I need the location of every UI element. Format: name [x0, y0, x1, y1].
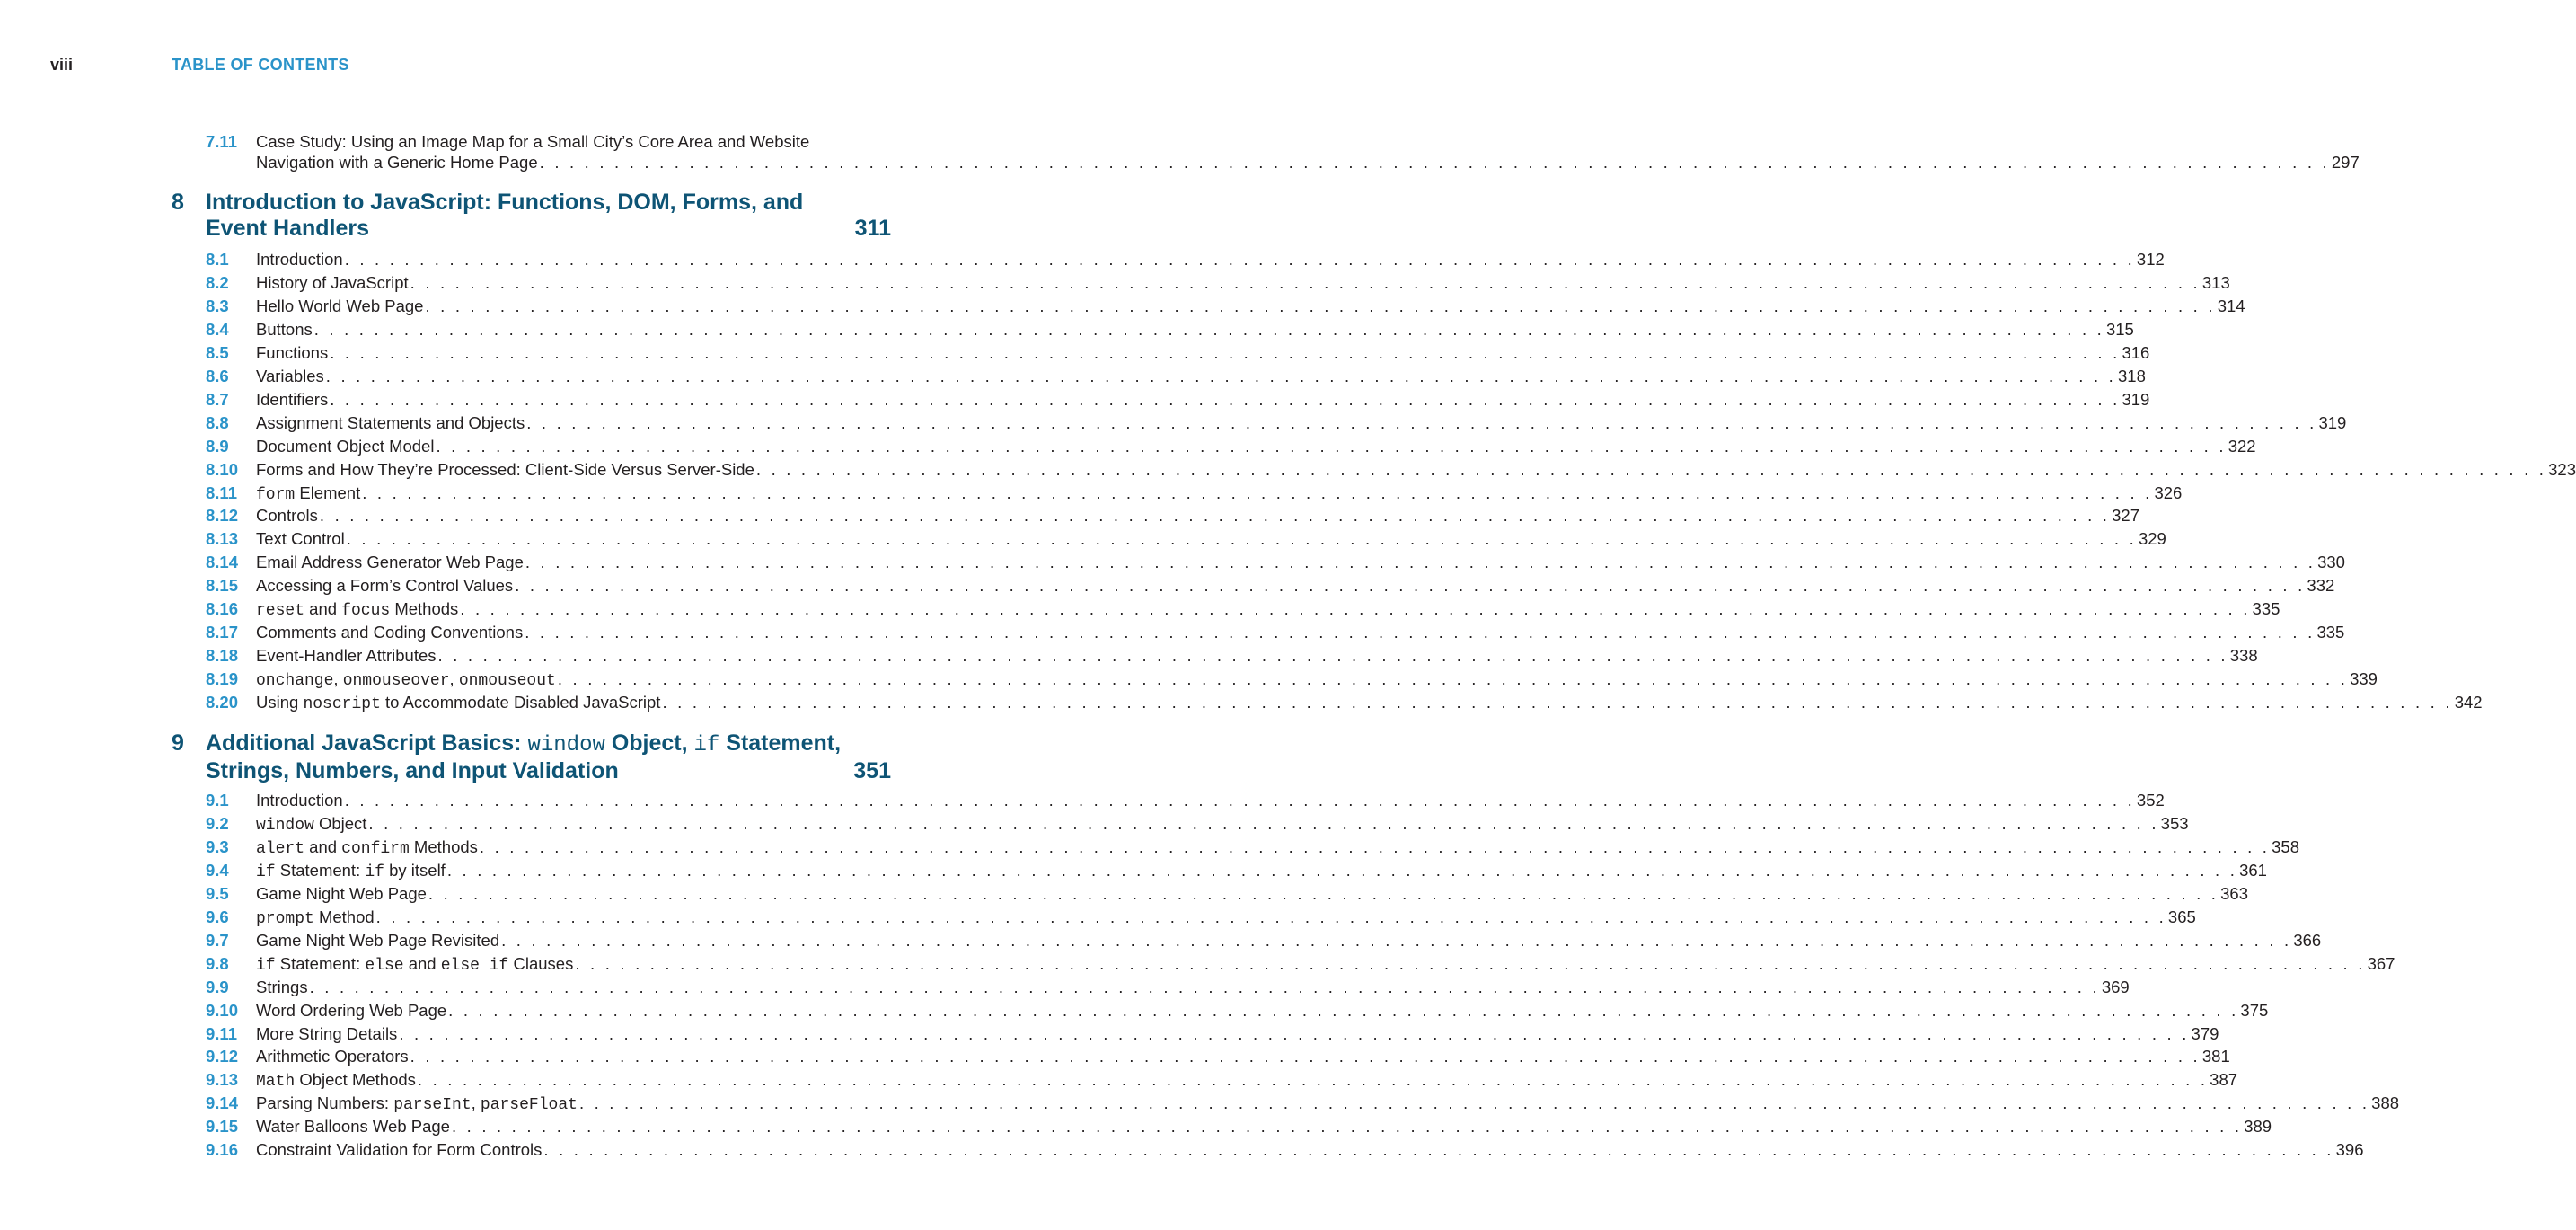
section-title [256, 295, 423, 318]
title-text: Controls [256, 506, 318, 526]
page-ref: 361 [2239, 860, 2267, 880]
title-text: to Accommodate Disabled JavaScript [380, 693, 661, 712]
toc-entry[interactable] [206, 789, 2165, 812]
title-text: Methods [390, 599, 459, 619]
section-title-line2: Navigation with a Generic Home Page [256, 153, 538, 172]
dot-leader: . . . . . . . . . . . . . . . . . . . . . . . . . . . . . . . . . . . . . . . . . . . . . . . . . . . . . . . . . . . . . . . . . . . . . . . . . . . . . . . . . . . . . . . . . . . . . . . . . . . . . . . . . . . . . . . . . . . . . . . . [578, 1093, 2370, 1113]
toc-entry[interactable] [206, 1115, 2272, 1138]
chapter-number: 9 [172, 730, 184, 756]
dot-leader: . . . . . . . . . . . . . . . . . . . . . . . . . . . . . . . . . . . . . . . . . . . . . . . . . . . . . . . . . . . . . . . . . . . . . . . . . . . . . . . . . . . . . . . . . . . . . . . . . . . . . . . . . . . . . . . . . . . . . . . . [526, 412, 2317, 432]
page-ref: 388 [2371, 1093, 2400, 1113]
section-number: 9.16 [206, 1140, 239, 1160]
title-text: Strings [256, 977, 308, 996]
toc-entry[interactable] [206, 859, 2267, 882]
page-ref: 381 [2201, 1047, 2230, 1066]
page-ref: 358 [2272, 836, 2300, 856]
toc-entry[interactable] [206, 1092, 2400, 1115]
section-number: 8.9 [206, 436, 229, 456]
section-title [256, 1138, 542, 1162]
page-ref: 319 [2122, 389, 2150, 409]
toc-entry[interactable] [206, 341, 2150, 365]
section-title [256, 789, 343, 812]
code-term: else [365, 956, 404, 975]
page-ref: 339 [2350, 669, 2378, 689]
title-text: Buttons [256, 319, 313, 339]
section-title [256, 504, 318, 527]
toc-entry[interactable] [206, 668, 2378, 691]
section-row [256, 458, 2576, 482]
section-number: 8.13 [206, 529, 239, 549]
title-text: Comments and Coding Conventions [256, 623, 524, 642]
section-row [256, 527, 2166, 551]
dot-leader: . . . . . . . . . . . . . . . . . . . . . . . . . . . . . . . . . . . . . . . . . . . . . . . . . . . . . . . . . . . . . . . . . . . . . . . . . . . . . . . . . . . . . . . . . . . . . . . . . . . . . . . . . . . . . . . . . . . . . . . . [399, 1023, 2190, 1043]
title-text: Object Methods [295, 1070, 416, 1090]
section-number: 9.4 [206, 860, 229, 880]
section-title [256, 1022, 397, 1046]
code-term: parseFloat [480, 1096, 578, 1115]
title-text: Statement: [275, 953, 366, 973]
section-number: 8.11 [206, 482, 237, 502]
section-row [256, 644, 2258, 668]
code-term: if [256, 863, 276, 881]
section-number: 8.19 [206, 669, 239, 689]
dot-leader: . . . . . . . . . . . . . . . . . . . . . . . . . . . . . . . . . . . . . . . . . . . . . . . . . . . . . . . . . . . . . . . . . . . . . . . . . . . . . . . . . . . . . . . . . . . . . . . . . . . . . . . . . . . . . . . . . . . . . . . . [515, 576, 2306, 596]
page-ref: 353 [2160, 813, 2189, 833]
code-term: prompt [256, 909, 314, 928]
toc-entry[interactable] [206, 527, 2166, 551]
section-row [256, 812, 2189, 837]
toc-entry[interactable] [206, 836, 2300, 859]
page-ref: 342 [2454, 693, 2483, 712]
page-ref: 338 [2229, 646, 2258, 666]
toc-entry[interactable] [206, 411, 2347, 435]
dot-leader: . . . . . . . . . . . . . . . . . . . . . . . . . . . . . . . . . . . . . . . . . . . . . . . . . . . . . . . . . . . . . . . . . . . . . . . . . . . . . . . . . . . . . . . . . . . . . . . . . . . . . . . . . . . . . . . . . . . . . . . . [309, 977, 2100, 996]
title-text: Game Night Web Page [256, 883, 427, 903]
section-title [256, 906, 375, 931]
section-title [256, 388, 328, 411]
page-ref: 389 [2244, 1117, 2272, 1137]
section-row [256, 271, 2230, 295]
title-text: Element [295, 482, 361, 502]
section-number: 9.5 [206, 883, 229, 903]
dot-leader: . . . . . . . . . . . . . . . . . . . . . . . . . . . . . . . . . . . . . . . . . . . . . . . . . . . . . . . . . . . . . . . . . . . . . . . . . . . . . . . . . . . . . . . . . . . . . . . . . . . . . . . . . . . . . . . . . . . . . . . . [437, 646, 2228, 666]
section-number: 9.2 [206, 813, 229, 833]
chapter-title-line2: Event Handlers [206, 216, 370, 241]
page-number: viii [50, 56, 74, 74]
title-text: Constraint Validation for Form Controls [256, 1140, 543, 1160]
dot-leader: . . . . . . . . . . . . . . . . . . . . . . . . . . . . . . . . . . . . . . . . . . . . . . . . . . . . . . . . . . . . . . . . . . . . . . . . . . . . . . . . . . . . . . . . . . . . . . . . . . . . . . . . . . . . . . . . . . . . . . . . [460, 599, 2251, 619]
section-number: 9.15 [206, 1117, 239, 1137]
title-text: and [304, 836, 342, 856]
dot-leader: . . . . . . . . . . . . . . . . . . . . . . . . . . . . . . . . . . . . . . . . . . . . . . . . . . . . . . . . . . . . . . . . . . . . . . . . . . . . . . . . . . . . . . . . . . . . . . . . . . . . . . . . . . . . . . . . . . . . . . . . [539, 153, 2330, 172]
toc-entry[interactable] [206, 882, 2249, 906]
code-term: reset [256, 602, 305, 621]
section-row [256, 574, 2335, 597]
code-term: else if [440, 956, 509, 975]
page-ref: 312 [2136, 250, 2165, 269]
section-row [256, 952, 2395, 978]
title-text: Document Object Model [256, 436, 435, 456]
section-row [256, 929, 2322, 952]
dot-leader: . . . . . . . . . . . . . . . . . . . . . . . . . . . . . . . . . . . . . . . . . . . . . . . . . . . . . . . . . . . . . . . . . . . . . . . . . . . . . . . . . . . . . . . . . . . . . . . . . . . . . . . . . . . . . . . . . . . . . . . . [446, 860, 2238, 880]
title-text: Game Night Web Page Revisited [256, 930, 500, 950]
section-number: 8.6 [206, 366, 229, 385]
section-title [256, 691, 660, 716]
toc-entry[interactable] [206, 482, 2183, 505]
toc-entry[interactable] [206, 365, 2146, 388]
title-text: Method [313, 907, 375, 926]
section-row [256, 388, 2150, 411]
code-term: onchange [256, 672, 334, 691]
dot-leader: . . . . . . . . . . . . . . . . . . . . . . . . . . . . . . . . . . . . . . . . . . . . . . . . . . . . . . . . . . . . . . . . . . . . . . . . . . . . . . . . . . . . . . . . . . . . . . . . . . . . . . . . . . . . . . . . . . . . . . . . [479, 836, 2271, 856]
title-text: History of JavaScript [256, 272, 409, 292]
section-title [256, 976, 308, 999]
section-number: 7.11 [206, 132, 237, 151]
section-row [256, 435, 2256, 458]
section-title [256, 1115, 450, 1138]
chapter-page: 351 [853, 758, 891, 783]
dot-leader: . . . . . . . . . . . . . . . . . . . . . . . . . . . . . . . . . . . . . . . . . . . . . . . . . . . . . . . . . . . . . . . . . . . . . . . . . . . . . . . . . . . . . . . . . . . . . . . . . . . . . . . . . . . . . . . . . . . . . . . . [451, 1117, 2243, 1137]
toc-entry[interactable] [206, 1138, 2364, 1162]
section-row [256, 789, 2165, 812]
section-number: 8.18 [206, 646, 239, 666]
dot-leader: . . . . . . . . . . . . . . . . . . . . . . . . . . . . . . . . . . . . . . . . . . . . . . . . . . . . . . . . . . . . . . . . . . . . . . . . . . . . . . . . . . . . . . . . . . . . . . . . . . . . . . . . . . . . . . . . . . . . . . . . [525, 623, 2316, 642]
dot-leader: . . . . . . . . . . . . . . . . . . . . . . . . . . . . . . . . . . . . . . . . . . . . . . . . . . . . . . . . . . . . . . . . . . . . . . . . . . . . . . . . . . . . . . . . . . . . . . . . . . . . . . . . . . . . . . . . . . . . . . . . [325, 366, 2116, 385]
title-text: Word Ordering Web Page [256, 1000, 447, 1020]
page-ref: 363 [2220, 883, 2249, 903]
section-row [256, 1092, 2400, 1117]
title-text: Event-Handler Attributes [256, 646, 437, 666]
section-row [256, 999, 2269, 1022]
page-ref: 329 [2138, 529, 2166, 549]
section-number: 9.13 [206, 1070, 239, 1090]
page-ref: 387 [2210, 1070, 2238, 1090]
section-row [256, 1115, 2272, 1138]
title-text: Statement: [275, 860, 366, 880]
page-ref: 335 [2252, 599, 2280, 619]
dot-leader: . . . . . . . . . . . . . . . . . . . . . . . . . . . . . . . . . . . . . . . . . . . . . . . . . . . . . . . . . . . . . . . . . . . . . . . . . . . . . . . . . . . . . . . . . . . . . . . . . . . . . . . . . . . . . . . . . . . . . . . . [436, 436, 2227, 456]
section-number: 8.8 [206, 412, 229, 432]
section-title [256, 859, 446, 884]
code-term: if [256, 956, 276, 975]
page-ref: 365 [2167, 907, 2196, 926]
toc-entry[interactable] [206, 952, 2395, 976]
section-title [256, 1045, 409, 1068]
section-number: 9.3 [206, 836, 229, 856]
page-ref: 379 [2191, 1023, 2219, 1043]
title-text: Functions [256, 342, 329, 362]
section-row [256, 691, 2483, 716]
page-ref: 335 [2316, 623, 2345, 642]
title-text: Methods [409, 836, 478, 856]
section-number: 9.10 [206, 1000, 239, 1020]
section-title [256, 929, 499, 952]
dot-leader: . . . . . . . . . . . . . . . . . . . . . . . . . . . . . . . . . . . . . . . . . . . . . . . . . . . . . . . . . . . . . . . . . . . . . . . . . . . . . . . . . . . . . . . . . . . . . . . . . . . . . . . . . . . . . . . . . . . . . . . . [346, 529, 2137, 549]
section-number: 9.12 [206, 1047, 239, 1066]
section-title [256, 365, 324, 388]
dot-leader: . . . . . . . . . . . . . . . . . . . . . . . . . . . . . . . . . . . . . . . . . . . . . . . . . . . . . . . . . . . . . . . . . . . . . . . . . . . . . . . . . . . . . . . . . . . . . . . . . . . . . . . . . . . . . . . . . . . . . . . . [543, 1140, 2334, 1160]
section-title [256, 341, 328, 365]
dot-leader: . . . . . . . . . . . . . . . . . . . . . . . . . . . . . . . . . . . . . . . . . . . . . . . . . . . . . . . . . . . . . . . . . . . . . . . . . . . . . . . . . . . . . . . . . . . . . . . . . . . . . . . . . . . . . . . . . . . . . . . . [425, 296, 2216, 315]
toc-entry[interactable] [206, 906, 2196, 929]
section-title [256, 458, 754, 482]
code-term: noscript [303, 695, 381, 714]
dot-leader: . . . . . . . . . . . . . . . . . . . . . . . . . . . . . . . . . . . . . . . . . . . . . . . . . . . . . . . . . . . . . . . . . . . . . . . . . . . . . . . . . . . . . . . . . . . . . . . . . . . . . . . . . . . . . . . . . . . . . . . . [525, 553, 2316, 572]
toc-entry[interactable] [206, 621, 2345, 644]
section-row [256, 882, 2249, 906]
section-number: 9.7 [206, 930, 229, 950]
toc-entry[interactable] [206, 597, 2280, 621]
section-title [256, 411, 525, 435]
code-term: if [365, 863, 384, 881]
dot-leader: . . . . . . . . . . . . . . . . . . . . . . . . . . . . . . . . . . . . . . . . . . . . . . . . . . . . . . . . . . . . . . . . . . . . . . . . . . . . . . . . . . . . . . . . . . . . . . . . . . . . . . . . . . . . . . . . . . . . . . . . [575, 953, 2366, 973]
dot-leader: . . . . . . . . . . . . . . . . . . . . . . . . . . . . . . . . . . . . . . . . . . . . . . . . . . . . . . . . . . . . . . . . . . . . . . . . . . . . . . . . . . . . . . . . . . . . . . . . . . . . . . . . . . . . . . . . . . . . . . . . [410, 1047, 2201, 1066]
section-number: 8.14 [206, 553, 239, 572]
section-row [256, 1068, 2238, 1093]
section-number: 8.3 [206, 296, 229, 315]
page-ref: 318 [2118, 366, 2146, 385]
toc-entry[interactable] [206, 976, 2130, 999]
dot-leader: . . . . . . . . . . . . . . . . . . . . . . . . . . . . . . . . . . . . . . . . . . . . . . . . . . . . . . . . . . . . . . . . . . . . . . . . . . . . . . . . . . . . . . . . . . . . . . . . . . . . . . . . . . . . . . . . . . . . . . . . [448, 1000, 2239, 1020]
section-title [256, 574, 513, 597]
page-ref: 314 [2217, 296, 2245, 315]
toc-entry[interactable] [206, 458, 2576, 482]
section-row [256, 906, 2196, 931]
title-text: Water Balloons Web Page [256, 1117, 450, 1137]
running-title: TABLE OF CONTENTS [172, 56, 349, 74]
title-text: Identifiers [256, 389, 329, 409]
section-row [256, 836, 2300, 861]
section-title [256, 248, 343, 271]
toc-entry[interactable] [206, 929, 2322, 952]
code-term: onmouseover [342, 672, 450, 691]
chapter-title-line1: Introduction to JavaScript: Functions, DOM, Forms, and [206, 190, 804, 215]
toc-entry[interactable] [206, 691, 2483, 714]
toc-entry[interactable] [206, 295, 2245, 318]
dot-leader: . . . . . . . . . . . . . . . . . . . . . . . . . . . . . . . . . . . . . . . . . . . . . . . . . . . . . . . . . . . . . . . . . . . . . . . . . . . . . . . . . . . . . . . . . . . . . . . . . . . . . . . . . . . . . . . . . . . . . . . . [344, 250, 2135, 269]
code-term: parseInt [393, 1096, 472, 1115]
page-ref: 330 [2317, 553, 2345, 572]
section-row [256, 504, 2139, 527]
title-text: , [471, 1093, 481, 1113]
title-text: Clauses [508, 953, 574, 973]
section-number: 8.10 [206, 459, 239, 479]
page-ref: 315 [2105, 319, 2134, 339]
title-text: Variables [256, 366, 324, 385]
section-number: 8.4 [206, 319, 229, 339]
page-ref: 367 [2367, 953, 2395, 973]
dot-leader: . . . . . . . . . . . . . . . . . . . . . . . . . . . . . . . . . . . . . . . . . . . . . . . . . . . . . . . . . . . . . . . . . . . . . . . . . . . . . . . . . . . . . . . . . . . . . . . . . . . . . . . . . . . . . . . . . . . . . . . . [755, 459, 2547, 479]
chapter-number: 8 [172, 190, 184, 215]
code-term: focus [341, 602, 391, 621]
title-text: Arithmetic Operators [256, 1047, 409, 1066]
code-term: window [256, 816, 314, 835]
title-text: Parsing Numbers: [256, 1093, 394, 1113]
dot-leader: . . . . . . . . . . . . . . . . . . . . . . . . . . . . . . . . . . . . . . . . . . . . . . . . . . . . . . . . . . . . . . . . . . . . . . . . . . . . . . . . . . . . . . . . . . . . . . . . . . . . . . . . . . . . . . . . . . . . . . . . [428, 883, 2219, 903]
section-title [256, 644, 437, 668]
toc-entry[interactable] [206, 1068, 2238, 1092]
section-title [256, 271, 409, 295]
section-row [256, 482, 2183, 507]
dot-leader: . . . . . . . . . . . . . . . . . . . . . . . . . . . . . . . . . . . . . . . . . . . . . . . . . . . . . . . . . . . . . . . . . . . . . . . . . . . . . . . . . . . . . . . . . . . . . . . . . . . . . . . . . . . . . . . . . . . . . . . . [501, 930, 2292, 950]
toc-entry[interactable] [206, 248, 2165, 271]
section-row [256, 341, 2150, 365]
toc-entry[interactable] [206, 999, 2269, 1022]
toc-entry[interactable] [206, 1022, 2219, 1046]
toc-entry[interactable] [206, 574, 2335, 597]
chapter-title-line1: Additional JavaScript Basics: window Object, if Statement, [206, 730, 842, 757]
page-ref: 375 [2240, 1000, 2269, 1020]
toc-entry[interactable] [206, 504, 2139, 527]
section-number: 8.7 [206, 389, 229, 409]
section-title [256, 1068, 416, 1093]
toc-entry[interactable] [206, 551, 2345, 574]
page-ref: 366 [2293, 930, 2322, 950]
section-row [256, 295, 2245, 318]
section-number: 9.8 [206, 953, 229, 973]
section-number: 9.6 [206, 907, 229, 926]
section-title [256, 621, 523, 644]
section-row [256, 859, 2267, 884]
page-ref: 316 [2122, 342, 2150, 362]
chapter-title-line2: Strings, Numbers, and Input Validation [206, 758, 619, 783]
section-row [256, 1022, 2219, 1046]
section-title [256, 952, 573, 978]
section-row [256, 365, 2146, 388]
section-row [256, 1138, 2364, 1162]
dot-leader: . . . . . . . . . . . . . . . . . . . . . . . . . . . . . . . . . . . . . . . . . . . . . . . . . . . . . . . . . . . . . . . . . . . . . . . . . . . . . . . . . . . . . . . . . . . . . . . . . . . . . . . . . . . . . . . . . . . . . . . . [330, 389, 2121, 409]
dot-leader: . . . . . . . . . . . . . . . . . . . . . . . . . . . . . . . . . . . . . . . . . . . . . . . . . . . . . . . . . . . . . . . . . . . . . . . . . . . . . . . . . . . . . . . . . . . . . . . . . . . . . . . . . . . . . . . . . . . . . . . . [344, 791, 2135, 810]
toc-entry[interactable] [206, 271, 2230, 295]
section-number: 8.12 [206, 506, 239, 526]
title-text: and [304, 599, 342, 619]
dot-leader: . . . . . . . . . . . . . . . . . . . . . . . . . . . . . . . . . . . . . . . . . . . . . . . . . . . . . . . . . . . . . . . . . . . . . . . . . . . . . . . . . . . . . . . . . . . . . . . . . . . . . . . . . . . . . . . . . . . . . . . . [362, 482, 2153, 502]
dot-leader: . . . . . . . . . . . . . . . . . . . . . . . . . . . . . . . . . . . . . . . . . . . . . . . . . . . . . . . . . . . . . . . . . . . . . . . . . . . . . . . . . . . . . . . . . . . . . . . . . . . . . . . . . . . . . . . . . . . . . . . . [410, 272, 2201, 292]
section-title [256, 668, 556, 693]
section-title [256, 318, 313, 341]
page-ref: 313 [2201, 272, 2230, 292]
dot-leader: . . . . . . . . . . . . . . . . . . . . . . . . . . . . . . . . . . . . . . . . . . . . . . . . . . . . . . . . . . . . . . . . . . . . . . . . . . . . . . . . . . . . . . . . . . . . . . . . . . . . . . . . . . . . . . . . . . . . . . . . [319, 506, 2111, 526]
dot-leader: . . . . . . . . . . . . . . . . . . . . . . . . . . . . . . . . . . . . . . . . . . . . . . . . . . . . . . . . . . . . . . . . . . . . . . . . . . . . . . . . . . . . . . . . . . . . . . . . . . . . . . . . . . . . . . . . . . . . . . . . [417, 1070, 2209, 1090]
title-text: by itself [384, 860, 446, 880]
page-ref: 352 [2136, 791, 2165, 810]
section-title [256, 435, 434, 458]
section-row [256, 976, 2130, 999]
section-number: 9.9 [206, 977, 229, 996]
section-number: 8.16 [206, 599, 239, 619]
section-title [256, 551, 524, 574]
toc-entry[interactable] [206, 812, 2189, 836]
dot-leader: . . . . . . . . . . . . . . . . . . . . . . . . . . . . . . . . . . . . . . . . . . . . . . . . . . . . . . . . . . . . . . . . . . . . . . . . . . . . . . . . . . . . . . . . . . . . . . . . . . . . . . . . . . . . . . . . . . . . . . . . [368, 813, 2159, 833]
page-ref: 369 [2101, 977, 2130, 996]
code-term: onmouseout [458, 672, 556, 691]
page-ref: 322 [2228, 436, 2256, 456]
section-title [256, 999, 446, 1022]
section-title [256, 882, 427, 906]
section-row [256, 551, 2345, 574]
section-title [256, 1092, 578, 1117]
code-term: confirm [341, 839, 410, 858]
section-title [256, 482, 360, 507]
page-ref: 332 [2307, 576, 2335, 596]
dot-leader: . . . . . . . . . . . . . . . . . . . . . . . . . . . . . . . . . . . . . . . . . . . . . . . . . . . . . . . . . . . . . . . . . . . . . . . . . . . . . . . . . . . . . . . . . . . . . . . . . . . . . . . . . . . . . . . . . . . . . . . . [557, 669, 2349, 689]
title-text: More String Details [256, 1023, 398, 1043]
code-term: alert [256, 839, 305, 858]
section-number: 8.5 [206, 342, 229, 362]
section-row [256, 597, 2280, 623]
title-text: and [403, 953, 441, 973]
title-text: Object [313, 813, 367, 833]
section-title [256, 527, 345, 551]
page-ref: 297 [2331, 153, 2360, 172]
code-term: Math [256, 1073, 296, 1092]
title-text: Accessing a Form’s Control Values [256, 576, 514, 596]
section-row [256, 668, 2378, 693]
section-row [256, 248, 2165, 271]
dot-leader: . . . . . . . . . . . . . . . . . . . . . . . . . . . . . . . . . . . . . . . . . . . . . . . . . . . . . . . . . . . . . . . . . . . . . . . . . . . . . . . . . . . . . . . . . . . . . . . . . . . . . . . . . . . . . . . . . . . . . . . . [313, 319, 2104, 339]
page-ref: 319 [2318, 412, 2347, 432]
section-number: 9.11 [206, 1023, 237, 1043]
section-number: 9.14 [206, 1093, 239, 1113]
dot-leader: . . . . . . . . . . . . . . . . . . . . . . . . . . . . . . . . . . . . . . . . . . . . . . . . . . . . . . . . . . . . . . . . . . . . . . . . . . . . . . . . . . . . . . . . . . . . . . . . . . . . . . . . . . . . . . . . . . . . . . . . [375, 907, 2166, 926]
chapter-title[interactable] [206, 190, 891, 242]
chapter-page: 311 [854, 216, 891, 241]
section-number: 8.1 [206, 250, 229, 269]
section-row [256, 621, 2345, 644]
toc-entry[interactable] [206, 644, 2258, 668]
section-row [256, 318, 2134, 341]
section-row [256, 411, 2347, 435]
section-title [256, 836, 478, 861]
chapter-title[interactable] [206, 730, 891, 784]
section-number: 8.17 [206, 623, 239, 642]
section-title-line1: Case Study: Using an Image Map for a Small City’s Core Area and Website [256, 132, 810, 151]
dot-leader: . . . . . . . . . . . . . . . . . . . . . . . . . . . . . . . . . . . . . . . . . . . . . . . . . . . . . . . . . . . . . . . . . . . . . . . . . . . . . . . . . . . . . . . . . . . . . . . . . . . . . . . . . . . . . . . . . . . . . . . . [330, 342, 2121, 362]
title-text: Assignment Statements and Objects [256, 412, 525, 432]
toc-entry[interactable] [206, 318, 2134, 341]
title-text: Email Address Generator Web Page [256, 553, 524, 572]
page-ref: 323 [2548, 459, 2576, 479]
section-number: 9.1 [206, 791, 229, 810]
page-ref: 327 [2112, 506, 2139, 526]
toc-entry-7-11-line2 [206, 151, 2360, 174]
code-term: form [256, 485, 296, 504]
title-text: Text Control [256, 529, 345, 549]
title-text: Introduction [256, 250, 343, 269]
title-text: , [333, 669, 343, 689]
section-number: 8.20 [206, 693, 239, 712]
title-text: Forms and How They’re Processed: Client-Side Versus Server-Side [256, 459, 754, 479]
dot-leader: . . . . . . . . . . . . . . . . . . . . . . . . . . . . . . . . . . . . . . . . . . . . . . . . . . . . . . . . . . . . . . . . . . . . . . . . . . . . . . . . . . . . . . . . . . . . . . . . . . . . . . . . . . . . . . . . . . . . . . . . [662, 693, 2453, 712]
section-row [256, 1045, 2230, 1068]
toc-entry[interactable] [206, 1045, 2230, 1068]
page-ref: 396 [2335, 1140, 2364, 1160]
section-number: 8.15 [206, 576, 239, 596]
section-title [256, 812, 366, 837]
section-title [256, 597, 458, 623]
title-text: Introduction [256, 791, 343, 810]
title-text: Using [256, 693, 304, 712]
toc-entry[interactable] [206, 435, 2256, 458]
section-number: 8.2 [206, 272, 229, 292]
page-ref: 326 [2154, 482, 2183, 502]
title-text: , [449, 669, 459, 689]
title-text: Hello World Web Page [256, 296, 424, 315]
toc-entry[interactable] [206, 388, 2150, 411]
